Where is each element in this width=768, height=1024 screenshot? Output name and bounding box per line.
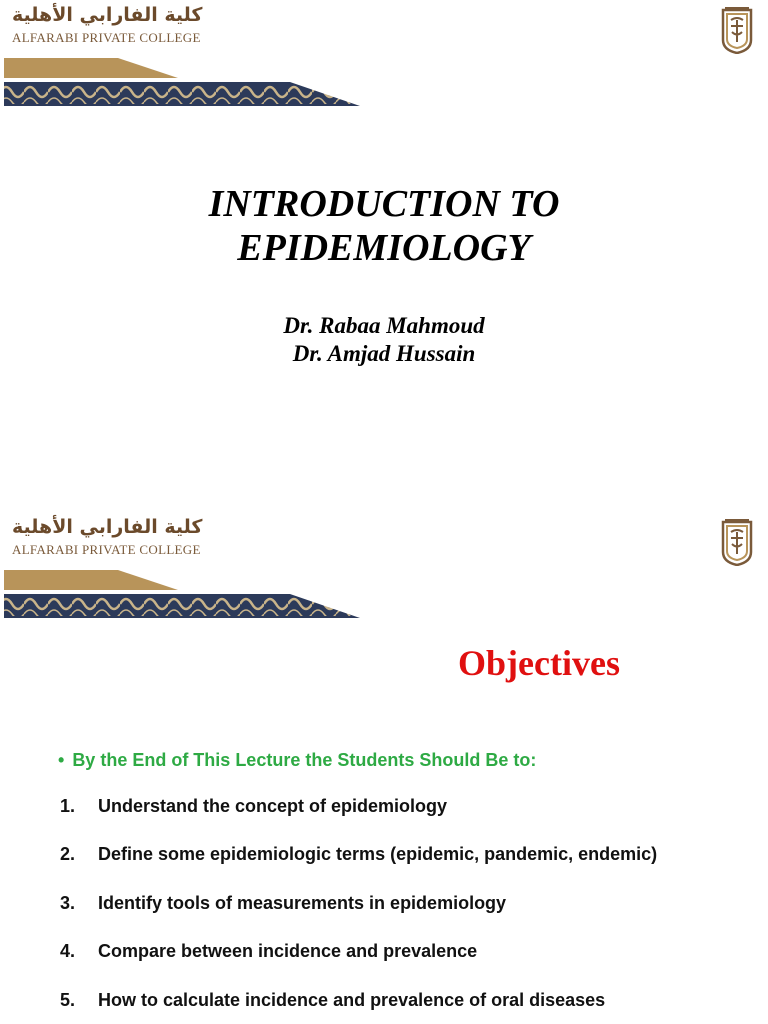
title-line-1: INTRODUCTION TO [208, 183, 560, 225]
item-text: Understand the concept of epidemiology [98, 796, 448, 816]
bullet-icon: • [58, 750, 65, 770]
objectives-heading: Objectives [458, 643, 620, 683]
college-name-english: ALFARABI PRIVATE COLLEGE [12, 30, 201, 45]
item-number: 2. [60, 844, 76, 864]
college-name-arabic: كلية الفارابي الأهلية [12, 516, 203, 538]
objectives-intro [58, 750, 536, 771]
slide-title [0, 182, 768, 270]
list-item [0, 941, 768, 967]
item-number: 5. [60, 990, 76, 1010]
objectives-slide [0, 512, 768, 1024]
college-crest-icon [720, 518, 754, 566]
college-name-arabic: كلية الفارابي الأهلية [12, 4, 203, 26]
intro-text: By the End of This Lecture the Students Should Be to: [72, 750, 537, 770]
college-crest-icon [720, 6, 754, 54]
item-number: 1. [60, 796, 76, 816]
list-item [0, 893, 768, 919]
item-text: Identify tools of measurements in epidemiology [98, 893, 507, 913]
item-text: How to calculate incidence and prevalence of oral diseases [98, 990, 606, 1010]
author-2: Dr. Amjad Hussain [292, 341, 476, 366]
author-1: Dr. Rabaa Mahmoud [283, 313, 485, 338]
list-item [0, 844, 768, 870]
college-name-english: ALFARABI PRIVATE COLLEGE [12, 542, 201, 557]
item-number: 4. [60, 941, 76, 961]
list-item [0, 796, 768, 822]
title-line-2: EPIDEMIOLOGY [237, 227, 531, 269]
item-text: Define some epidemiologic terms (epidemic, pandemic, endemic) [98, 844, 658, 864]
item-text: Compare between incidence and prevalence [98, 941, 478, 961]
decorative-banner [0, 56, 362, 108]
item-number: 3. [60, 893, 76, 913]
decorative-banner [0, 568, 362, 620]
authors [0, 312, 768, 368]
list-item [0, 990, 768, 1016]
